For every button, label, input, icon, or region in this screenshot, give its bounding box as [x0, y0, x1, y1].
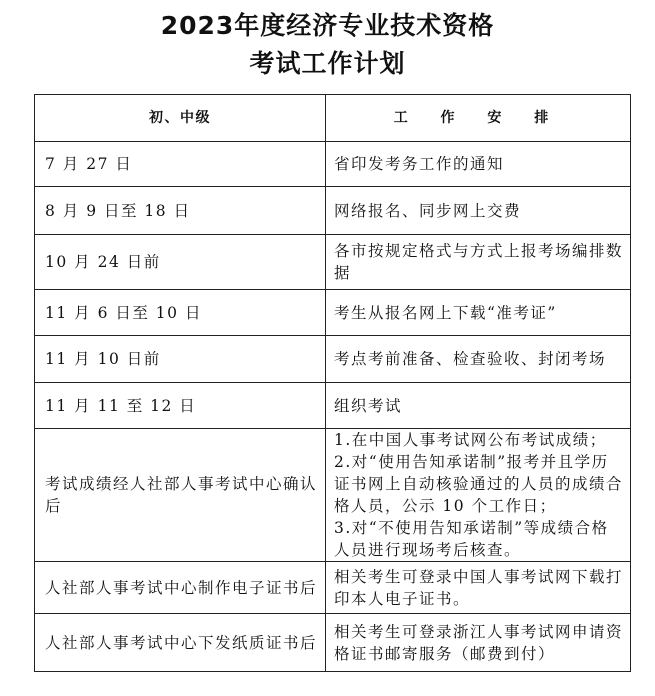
row-date: 10 月 24 日前	[35, 235, 326, 290]
row-task: 省印发考务工作的通知	[326, 142, 631, 187]
row-task: 考生从报名网上下载“准考证”	[326, 290, 631, 336]
document-title-line-2: 考试工作计划	[249, 49, 406, 78]
row-date: 11 月 6 日至 10 日	[35, 290, 326, 336]
row-date: 人社部人事考试中心下发纸质证书后	[35, 614, 326, 672]
table-row	[35, 562, 631, 614]
row-date: 11 月 11 至 12 日	[35, 383, 326, 429]
row-date: 11 月 10 日前	[35, 336, 326, 383]
table-row	[35, 290, 631, 336]
row-task: 组织考试	[326, 383, 631, 429]
schedule-table	[34, 94, 631, 672]
document-title-line-1: 2023年度经济专业技术资格	[160, 11, 495, 40]
table-row	[35, 235, 631, 290]
table-row	[35, 429, 631, 562]
row-date: 8 月 9 日至 18 日	[35, 187, 326, 235]
table-row	[35, 336, 631, 383]
row-date: 考试成绩经人社部人事考试中心确认后	[35, 429, 326, 562]
row-task: 1.在中国人事考试网公布考试成绩； 2.对“使用告知承诺制”报考并且学历证书网上自动核验通过的人员的成绩合格人员，公示 10 个工作日； 3.对“不使用告知承诺制”等成绩合格人员进行现场考后核查。	[326, 429, 631, 562]
table-header-row	[35, 95, 631, 142]
row-date: 7 月 27 日	[35, 142, 326, 187]
row-task: 各市按规定格式与方式上报考场编排数据	[326, 235, 631, 290]
table-row	[35, 142, 631, 187]
header-arrangement: 工 作 安 排	[326, 95, 631, 142]
table-row	[35, 187, 631, 235]
row-task: 相关考生可登录中国人事考试网下载打印本人电子证书。	[326, 562, 631, 614]
row-task: 相关考生可登录浙江人事考试网申请资格证书邮寄服务（邮费到付）	[326, 614, 631, 672]
header-level: 初、中级	[35, 95, 326, 142]
table-row	[35, 383, 631, 429]
row-date: 人社部人事考试中心制作电子证书后	[35, 562, 326, 614]
row-task: 网络报名、同步网上交费	[326, 187, 631, 235]
table-row	[35, 614, 631, 672]
row-task: 考点考前准备、检查验收、封闭考场	[326, 336, 631, 383]
